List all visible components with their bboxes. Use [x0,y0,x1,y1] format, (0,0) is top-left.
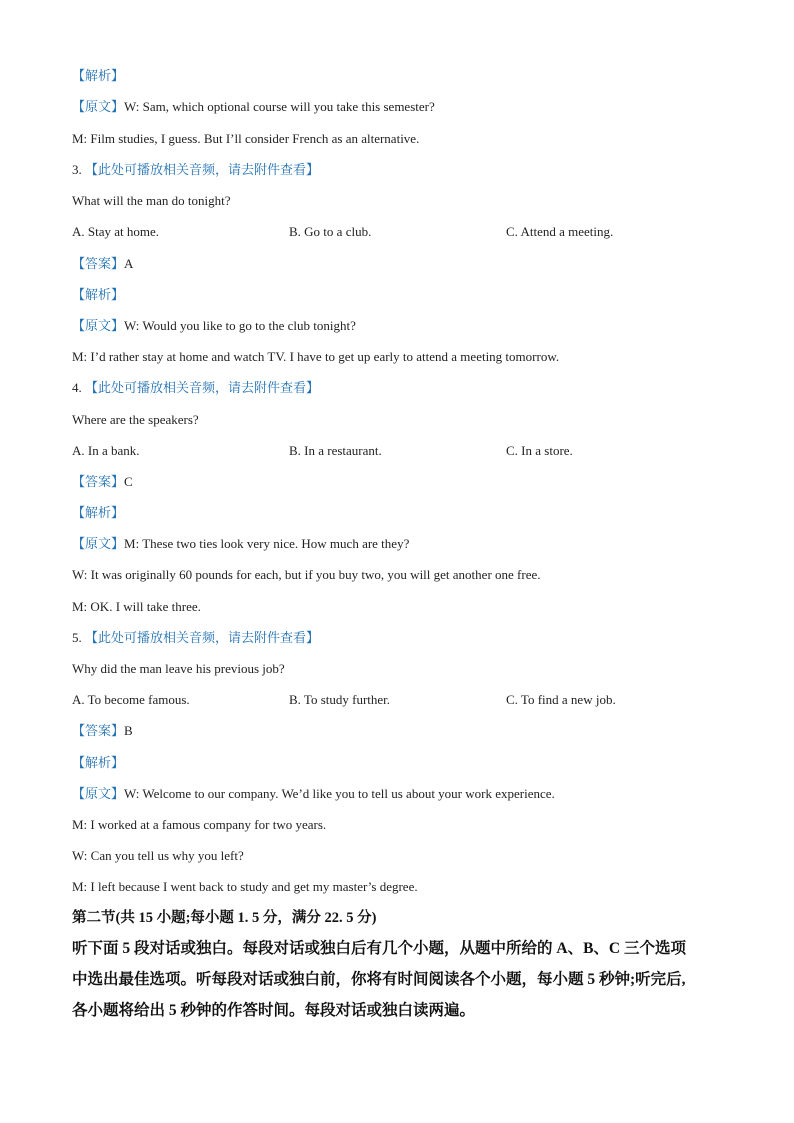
analysis-label: 【解析】 [72,505,125,520]
audio-note: 【此处可播放相关音频，请去附件查看】 [85,162,320,177]
question-header-q5 [72,629,319,647]
answer-label: 【答案】 [72,723,125,738]
dialogue-line-q4-3: M: OK. I will take three. [72,599,201,614]
option-c-q4: C. In a store. [506,443,573,458]
analysis-heading-q5 [72,754,124,772]
dialogue-line-q5-2: M: I worked at a famous company for two years. [72,817,327,832]
original-line: W: Welcome to our company. We’d like you to tell us about your work experience. [124,786,555,801]
original-label: 【原文】 [72,99,125,114]
option-b-q5: B. To study further. [289,692,391,707]
dialogue-line-q5-4: M: I left because I went back to study and get my master’s degree. [72,879,418,894]
answer-value: C [124,474,133,489]
section-instructions-3: 各小题将给出 5 秒钟的作答时间。每段对话或独白读两遍。 [72,1002,476,1019]
question-number: 5. [72,630,82,645]
option-a-q5: A. To become famous. [72,692,190,707]
question-number: 4. [72,380,82,395]
audio-note: 【此处可播放相关音频，请去附件查看】 [85,380,320,395]
analysis-heading-q4 [72,504,124,522]
section-instructions-2: 中选出最佳选项。听每段对话或独白前，你将有时间阅读各个小题，每小题 5 秒钟;听完后, [72,971,686,988]
answer-q3 [72,255,133,273]
analysis-heading-q2 [72,67,124,85]
original-text-q2 [72,98,435,116]
original-text-q3 [72,317,356,335]
option-c-q5: C. To find a new job. [506,692,616,707]
reply-line-q3: M: I’d rather stay at home and watch TV. I have to get up early to attend a meeting tomorrow. [72,349,560,364]
dialogue-line-q4-2: W: It was originally 60 pounds for each, but if you buy two, you will get another one free. [72,567,541,582]
analysis-label: 【解析】 [72,68,125,83]
answer-value: B [124,723,133,738]
question-text-q5: Why did the man leave his previous job? [72,661,285,676]
answer-label: 【答案】 [72,474,125,489]
analysis-label: 【解析】 [72,755,125,770]
option-b-q4: B. In a restaurant. [289,443,382,458]
question-text-q4: Where are the speakers? [72,412,199,427]
original-label: 【原文】 [72,536,125,551]
answer-q4 [72,473,133,491]
original-line: W: Would you like to go to the club tonight? [124,318,356,333]
original-text-q4 [72,535,409,553]
question-header-q4 [72,379,319,397]
original-label: 【原文】 [72,786,125,801]
section-instructions-1: 听下面 5 段对话或独白。每段对话或独白后有几个小题，从题中所给的 A、B、C 三个选项 [72,940,686,957]
answer-label: 【答案】 [72,256,125,271]
audio-note: 【此处可播放相关音频，请去附件查看】 [85,630,320,645]
analysis-heading-q3 [72,286,124,304]
question-text-q3: What will the man do tonight? [72,193,231,208]
original-line: W: Sam, which optional course will you take this semester? [124,99,435,114]
original-label: 【原文】 [72,318,125,333]
answer-value: A [124,256,134,271]
question-number: 3. [72,162,82,177]
answer-q5 [72,722,133,740]
dialogue-line-q5-3: W: Can you tell us why you left? [72,848,244,863]
option-a-q4: A. In a bank. [72,443,140,458]
option-c-q3: C. Attend a meeting. [506,224,614,239]
question-header-q3 [72,161,319,179]
reply-line-q2: M: Film studies, I guess. But I’ll consider French as an alternative. [72,131,420,146]
original-text-q5 [72,785,555,803]
option-a-q3: A. Stay at home. [72,224,160,239]
section-title: 第二节(共 15 小题;每小题 1. 5 分，满分 22. 5 分) [72,910,377,926]
analysis-label: 【解析】 [72,287,125,302]
original-line: M: These two ties look very nice. How much are they? [124,536,410,551]
option-b-q3: B. Go to a club. [289,224,372,239]
